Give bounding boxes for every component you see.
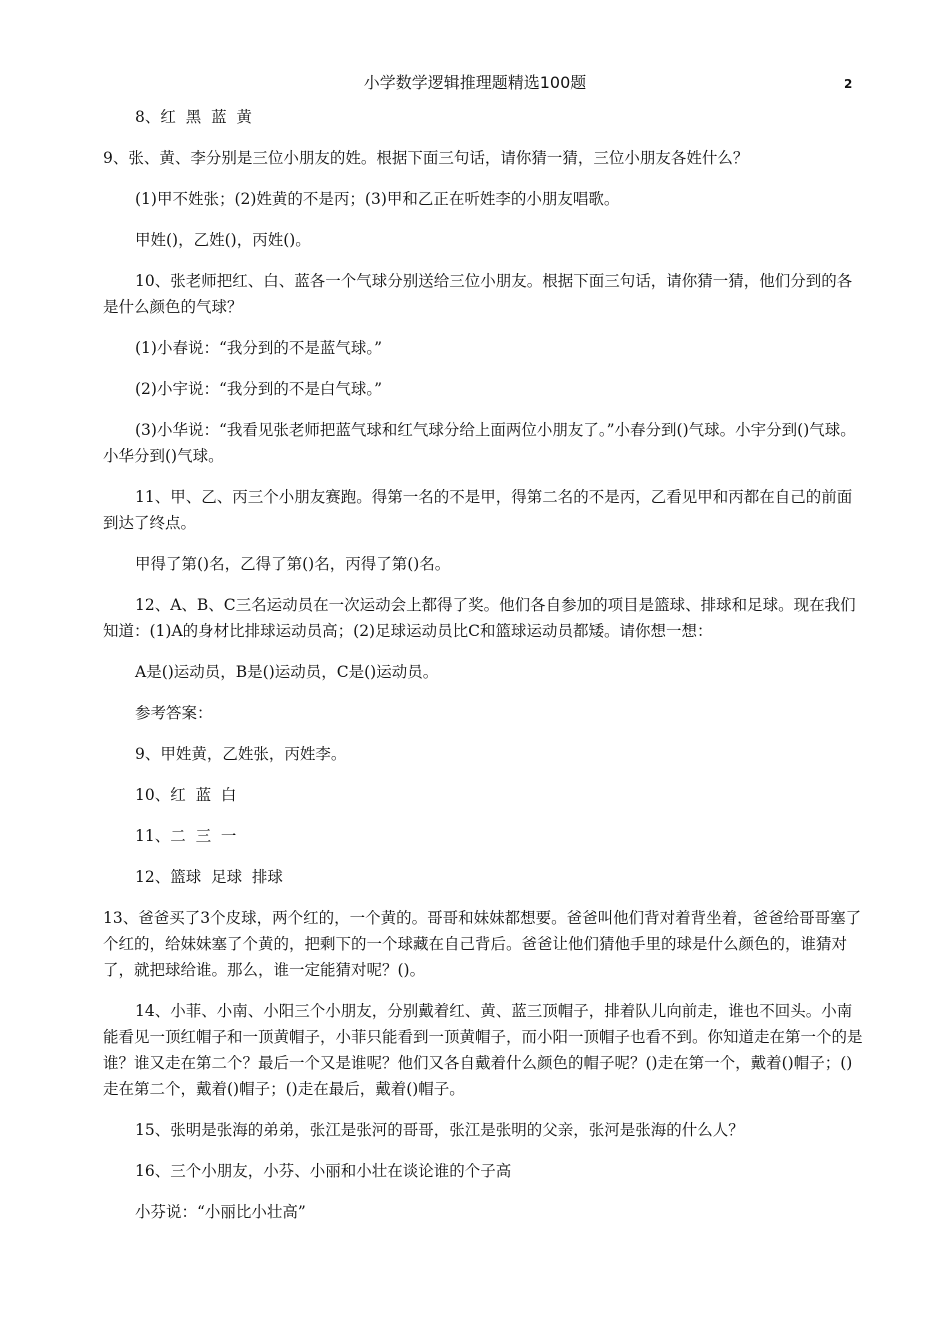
question-10-clue-3: (3)小华说：“我看见张老师把蓝气球和红气球分给上面两位小朋友了。”小春分到()气球。小宇分到()气球。小华分到()气球。 [103, 421, 856, 465]
question-16: 16、三个小朋友，小芬、小丽和小壮在谈论谁的个子高 [135, 1162, 512, 1180]
question-10-clue-1: (1)小春说：“我分到的不是蓝气球。” [135, 339, 383, 357]
question-14: 14、小菲、小南、小阳三个小朋友，分别戴着红、黄、蓝三顶帽子，排着队儿向前走，谁也不回头。小南能看见一顶红帽子和一顶黄帽子，小菲只能看到一顶黄帽子，而小阳一顶帽子也看不到。你知道走在第一个的是谁？谁又走在第二个？最后一个又是谁呢？他们又各自戴着什么颜色的帽子呢？()走在第一个，戴着()帽子；()走在第二个，戴着()帽子；()走在最后，戴着()帽子。 [103, 1002, 863, 1098]
question-10-clue-2: (2)小宇说：“我分到的不是白气球。” [135, 380, 383, 398]
question-12: 12、A、B、C三名运动员在一次运动会上都得了奖。他们各自参加的项目是篮球、排球和足球。现在我们知道：(1)A的身材比排球运动员高；(2)足球运动员比C和篮球运动员都矮。请你想一想： [103, 596, 856, 640]
question-11-blanks: 甲得了第()名，乙得了第()名，丙得了第()名。 [135, 555, 451, 573]
answer-11: 11、二 三 一 [135, 827, 237, 845]
question-9-blanks: 甲姓()，乙姓()，丙姓()。 [135, 231, 311, 249]
question-9: 9、张、黄、李分别是三位小朋友的姓。根据下面三句话，请你猜一猜，三位小朋友各姓什么？ [103, 149, 749, 167]
page-number: 2 [844, 77, 853, 91]
question-15: 15、张明是张海的弟弟，张江是张河的哥哥，张江是张明的父亲，张河是张海的什么人？ [135, 1121, 744, 1139]
question-10: 10、张老师把红、白、蓝各一个气球分别送给三位小朋友。根据下面三句话，请你猜一猜，他们分到的各是什么颜色的气球？ [103, 272, 853, 316]
document-body [103, 104, 863, 1240]
page-header-title: 小学数学逻辑推理题精选100题 [363, 73, 587, 92]
question-16-statement: 小芬说：“小丽比小壮高” [135, 1203, 306, 1221]
answer-9: 9、甲姓黄，乙姓张，丙姓李。 [135, 745, 347, 763]
answer-12: 12、篮球 足球 排球 [135, 868, 283, 886]
question-13: 13、爸爸买了3个皮球，两个红的，一个黄的。哥哥和妹妹都想要。爸爸叫他们背对着背坐着，爸爸给哥哥塞了个红的，给妹妹塞了个黄的，把剩下的一个球藏在自己背后。爸爸让他们猜他手里的球是什么颜色的，谁猜对了，就把球给谁。那么，谁一定能猜对呢？()。 [103, 909, 862, 979]
question-9-clues: (1)甲不姓张；(2)姓黄的不是丙；(3)甲和乙正在听姓李的小朋友唱歌。 [135, 190, 620, 208]
question-11: 11、甲、乙、丙三个小朋友赛跑。得第一名的不是甲，得第二名的不是丙，乙看见甲和丙都在自己的前面到达了终点。 [103, 488, 853, 532]
answers-heading: 参考答案： [135, 704, 213, 722]
question-12-blanks: A是()运动员，B是()运动员，C是()运动员。 [135, 663, 439, 681]
answer-10: 10、红 蓝 白 [135, 786, 237, 804]
answer-8: 8、红 黑 蓝 黄 [135, 108, 252, 126]
